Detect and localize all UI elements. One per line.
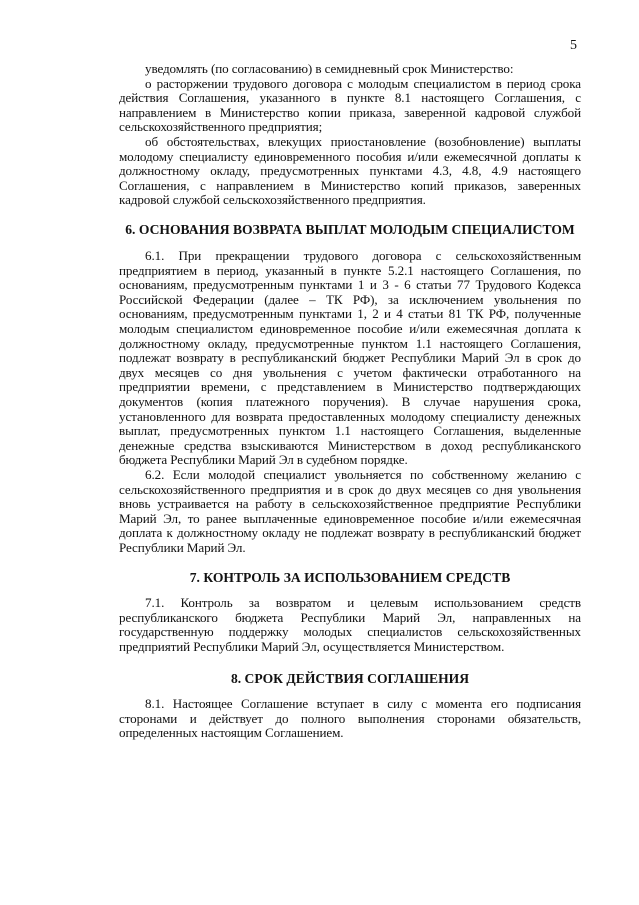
intro-block: [119, 62, 581, 208]
section-8-heading-wrap: [119, 671, 581, 687]
page-number: 5: [570, 38, 577, 53]
intro-paragraph-termination: о расторжении трудового договора с молодым специалистом в период срока действия Соглашения, указанного в пункте 8.1 настоящего Соглашения, с направлением в Министерство копии приказа, заверенной кадровой службой сельскохозяйственного предприятия;: [119, 75, 581, 135]
section-7-body: [119, 596, 581, 654]
intro-paragraph-notify: уведомлять (по согласованию) в семидневный срок Министерство:: [145, 61, 514, 76]
clause-6-2: 6.2. Если молодой специалист увольняется по собственному желанию с сельскохозяйственного предприятия и в срок до двух месяцев со дня увольнения вновь устраивается на работу в сельскохозяйственное предприятие Республики Марий Эл, то ранее выплаченные единовременное пособие и/или ежемесячная доплата к должностному окладу не подлежат возврату в республиканский бюджет Республики Марий Эл.: [119, 466, 581, 555]
clause-7-1: 7.1. Контроль за возвратом и целевым использованием средств республиканского бюджета Республики Марий Эл, направленных на государственную поддержку молодых специалистов сельскохозяйственных предприятий Республики Марий Эл, осуществляется Министерством.: [119, 595, 581, 654]
clause-6-1: 6.1. При прекращении трудового договора с сельскохозяйственным предприятием в период, указанный в пункте 5.2.1 настоящего Соглашения, по основаниям, предусмотренным пунктами 1 и 3 - 6 статьи 77 Трудового Кодекса Российской Федерации (далее – ТК РФ), за исключением увольнения по основаниям, предусмотренным пунктами 1, 2 и 4 статьи 81 ТК РФ, полученные молодым специалистом единовременное пособие и/или ежемесячная доплата к должностному окладу, предусмотренные пунктом 1.1 настоящего Соглашения, подлежат возврату в республиканский бюджет Республики Марий Эл в срок до двух месяцев со дня увольнения с учетом фактически отработанного на предприятии времени, с представлением в Министерство подтверждающих документов (копия платежного поручения). В случае нарушения срока, установленного для возврата предоставленных молодому специалисту денежных выплат, предусмотренных пунктом 1.1 настоящего Соглашения, выделенные денежные средства взыскиваются Министерством в доход республиканского бюджета Республики Марий Эл в судебном порядке.: [119, 248, 581, 468]
section-6-body: [119, 249, 581, 555]
section-6-heading: 6. ОСНОВАНИЯ ВОЗВРАТА ВЫПЛАТ МОЛОДЫМ СПЕЦИАЛИСТОМ: [125, 222, 575, 237]
intro-paragraph-circumstances: об обстоятельствах, влекущих приостановление (возобновление) выплаты молодому специалисту единовременного пособия и/или ежемесячной доплаты к должностному окладу, предусмотренных пунктами 4.3, 4.8, 4.9 настоящего Соглашения, с направлением в Министерство копий приказов, заверенных кадровой службой сельскохозяйственного предприятия.: [119, 133, 581, 208]
section-6-heading-wrap: [119, 222, 581, 238]
section-8-body: [119, 697, 581, 741]
section-7-heading-wrap: [119, 570, 581, 586]
section-8-heading: 8. СРОК ДЕЙСТВИЯ СОГЛАШЕНИЯ: [230, 671, 470, 686]
clause-8-1: 8.1. Настоящее Соглашение вступает в силу с момента его подписания сторонами и действует до полного выполнения сторонами обязательств, определенных настоящим Соглашением.: [119, 696, 581, 741]
section-7-heading: 7. КОНТРОЛЬ ЗА ИСПОЛЬЗОВАНИЕМ СРЕДСТВ: [189, 570, 511, 585]
